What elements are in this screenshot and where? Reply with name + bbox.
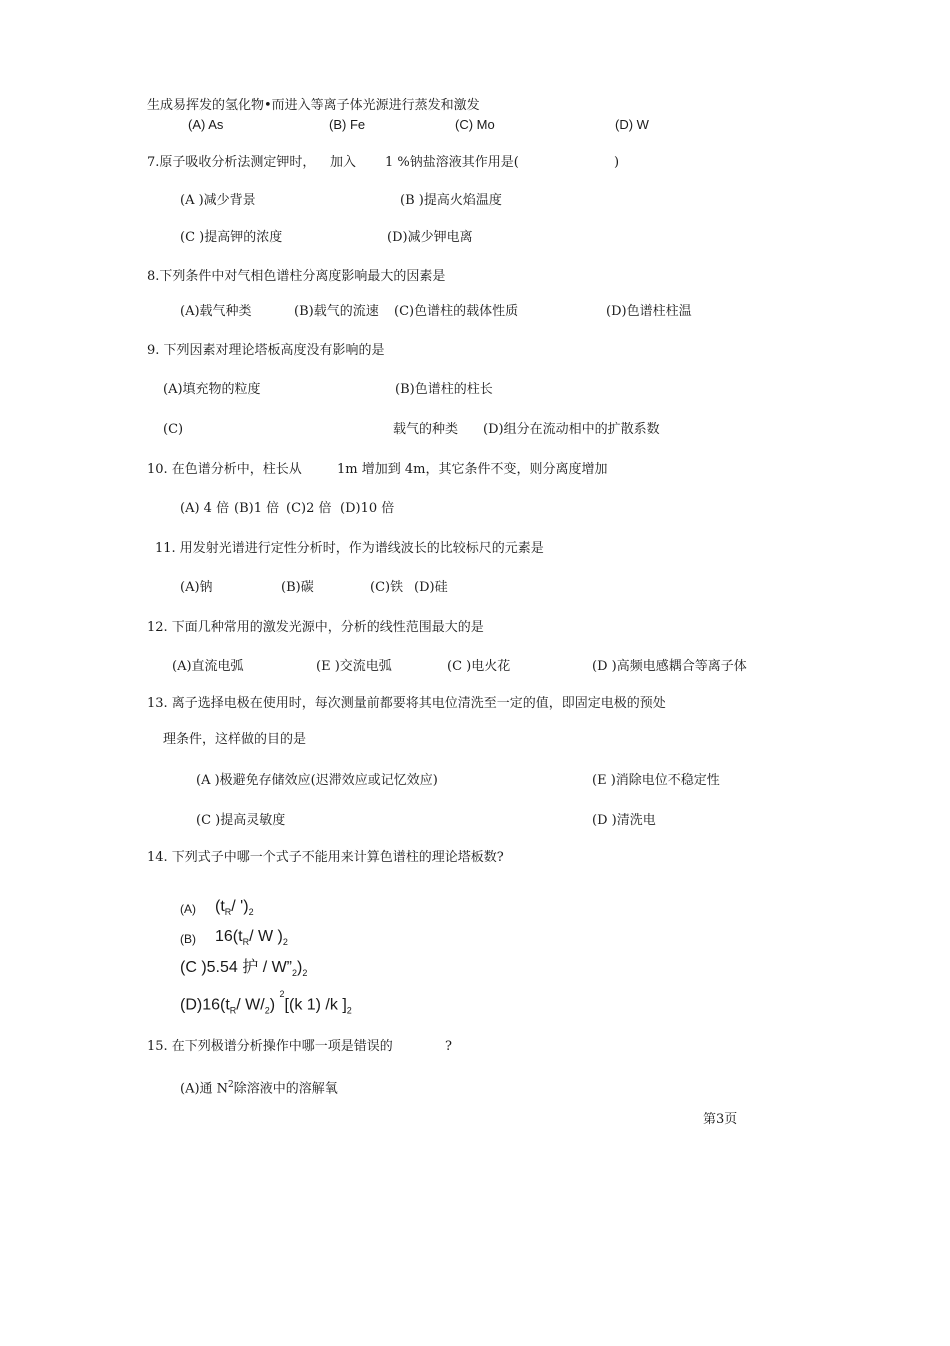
q15-stem-part2: ?	[445, 1039, 452, 1054]
q7-option-d: (D)减少钾电离	[387, 230, 473, 245]
q9-option-a: (A)填充物的粒度	[163, 382, 261, 397]
q11-option-a: (A)钠	[180, 580, 213, 595]
q7-stem-part2: 加入	[330, 155, 357, 170]
q9-option-b: (B)色谱柱的柱长	[395, 382, 493, 397]
q9-stem: 9. 下列因素对理论塔板高度没有影响的是	[147, 343, 385, 358]
q14-option-b-label: (B)	[180, 932, 196, 946]
q7-option-c: (C )提高钾的浓度	[180, 230, 283, 245]
q12-option-a: (A)直流电弧	[172, 659, 244, 674]
q8-option-a: (A)载气种类	[180, 304, 252, 319]
q8-option-b: (B)载气的流速	[294, 304, 379, 319]
q9-option-d: (D)组分在流动相中的扩散系数	[483, 422, 660, 437]
q13-option-d: (D )清洗电	[592, 813, 656, 828]
q10-option-c: (C)2 倍	[286, 501, 332, 516]
q7-stem-part4: )	[614, 155, 620, 170]
q11-stem: 11. 用发射光谱进行定性分析时，作为谱线波长的比较标尺的元素是	[155, 541, 544, 556]
q12-option-d: (D )高频电感耦合等离子体	[592, 659, 747, 674]
q7-stem-part3: 1 %钠盐溶液其作用是(	[385, 155, 519, 170]
q12-option-b: (E )交流电弧	[316, 659, 392, 674]
q10-option-d: (D)10 倍	[340, 501, 395, 516]
q13-option-a: (A )极避免存储效应(迟滞效应或记忆效应)	[196, 773, 438, 788]
q8-stem: 8.下列条件中对气相色谱柱分离度影响最大的因素是	[147, 269, 446, 284]
q13-option-c: (C )提高灵敏度	[196, 813, 286, 828]
q8-option-d: (D)色谱柱柱温	[606, 304, 692, 319]
q10-option-b: (B)1 倍	[234, 501, 280, 516]
q15-option-a: (A)通 $N^2$除溶液中的溶解氧	[180, 1080, 338, 1097]
q7-option-b: (B )提高火焰温度	[400, 193, 502, 208]
q11-option-d: (D)硅	[414, 580, 448, 595]
q6-option-b: (B) Fe	[329, 117, 366, 132]
q6-option-c: (C) Mo	[455, 117, 495, 132]
q13-stem-line1: 13. 离子选择电极在使用时，每次测量前都要将其电位清洗至一定的值，即固定电极的预处	[147, 696, 666, 711]
q8-option-c: (C)色谱柱的载体性质	[394, 304, 519, 319]
q14-option-c-formula: (C )5.54 护 / $W”_2)_2$	[180, 959, 308, 979]
q10-stem-part2: 1m 增加到 4m，其它条件不变，则分离度增加	[337, 462, 608, 477]
page-number: 第3页	[703, 1112, 738, 1127]
q11-option-c: (C)铁	[370, 580, 404, 595]
q11-option-b: (B)碳	[281, 580, 314, 595]
q13-option-b: (E )消除电位不稳定性	[592, 773, 720, 788]
q7-option-a: (A )减少背景	[180, 193, 256, 208]
q12-stem: 12. 下面几种常用的激发光源中，分析的线性范围最大的是	[147, 620, 484, 635]
q14-option-a-formula: ($t_R/$ ')$_2$	[215, 898, 254, 918]
q14-option-d-formula: $(D)16(t_R/$ $W/_2$) $^2$[(k 1) /k ]$_2$	[180, 989, 352, 1016]
q14-option-a-label: (A)	[180, 902, 196, 916]
q7-stem-part1: 7.原子吸收分析法测定钾时，	[147, 155, 316, 170]
q6-option-d: (D) W	[615, 117, 649, 132]
q14-option-b-formula: $16(t_R/$ W )$_2$	[215, 928, 288, 948]
q10-stem-part1: 10. 在色谱分析中，柱长从	[147, 462, 302, 477]
intro-line: 生成易挥发的氢化物•而进入等离子体光源进行蒸发和激发	[147, 98, 480, 113]
q9-option-c-label: (C)	[163, 422, 184, 437]
q10-option-a: (A) 4 倍	[180, 501, 230, 516]
q13-stem-line2: 理条件，这样做的目的是	[163, 732, 307, 747]
q6-option-a: (A) As	[188, 117, 224, 132]
q15-stem-part1: 15. 在下列极谱分析操作中哪一项是错误的	[147, 1039, 393, 1054]
q14-stem: 14. 下列式子中哪一个式子不能用来计算色谱柱的理论塔板数?	[147, 850, 504, 865]
q12-option-c: (C )电火花	[447, 659, 511, 674]
q9-option-c-text: 载气的种类	[393, 422, 459, 437]
